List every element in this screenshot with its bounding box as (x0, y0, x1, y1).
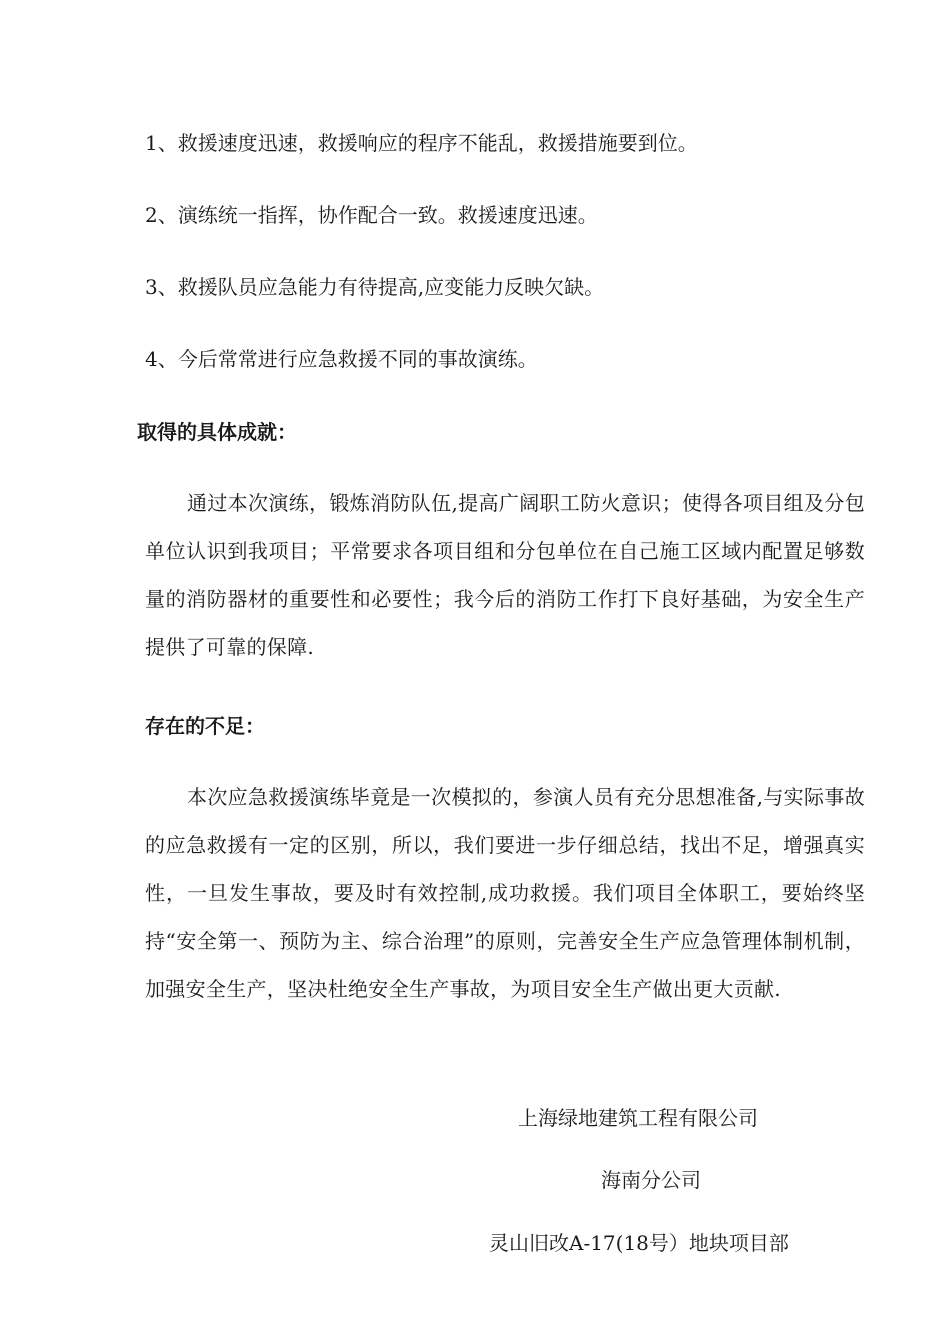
list-item: 3、救援队员应急能力有待提高,应变能力反映欠缺。 (145, 275, 605, 299)
signature-branch: 海南分公司 (601, 1168, 701, 1192)
signature-project: 灵山旧改A-17(18号）地块项目部 (489, 1231, 789, 1255)
signature-company: 上海绿地建筑工程有限公司 (518, 1106, 758, 1130)
shortcomings-paragraph: 本次应急救援演练毕竟是一次模拟的，参演人员有充分思想准备,与实际事故的应急救援有一定的区别，所以，我们要进一步仔细总结，找出不足，增强真实性，一旦发生事故，要及时有效控制,成功救援。我们项目全体职工，要始终坚持“安全第一、预防为主、综合治理”的原则，完善安全生产应急管理体制机制，加强安全生产，坚决杜绝安全生产事故，为项目安全生产做出更大贡献. (145, 785, 865, 1001)
list-item: 1、救援速度迅速，救援响应的程序不能乱，救援措施要到位。 (145, 131, 698, 155)
achievements-heading: 取得的具体成就： (137, 420, 297, 444)
list-item: 4、今后常常进行应急救援不同的事故演练。 (145, 347, 538, 371)
list-item: 2、演练统一指挥，协作配合一致。救援速度迅速。 (145, 203, 598, 227)
achievements-paragraph: 通过本次演练，锻炼消防队伍,提高广阔职工防火意识；使得各项目组及分包单位认识到我项目；平常要求各项目组和分包单位在自己施工区域内配置足够数量的消防器材的重要性和必要性；我今后的消防工作打下良好基础，为安全生产提供了可靠的保障. (145, 491, 865, 659)
shortcomings-heading: 存在的不足： (145, 714, 265, 738)
